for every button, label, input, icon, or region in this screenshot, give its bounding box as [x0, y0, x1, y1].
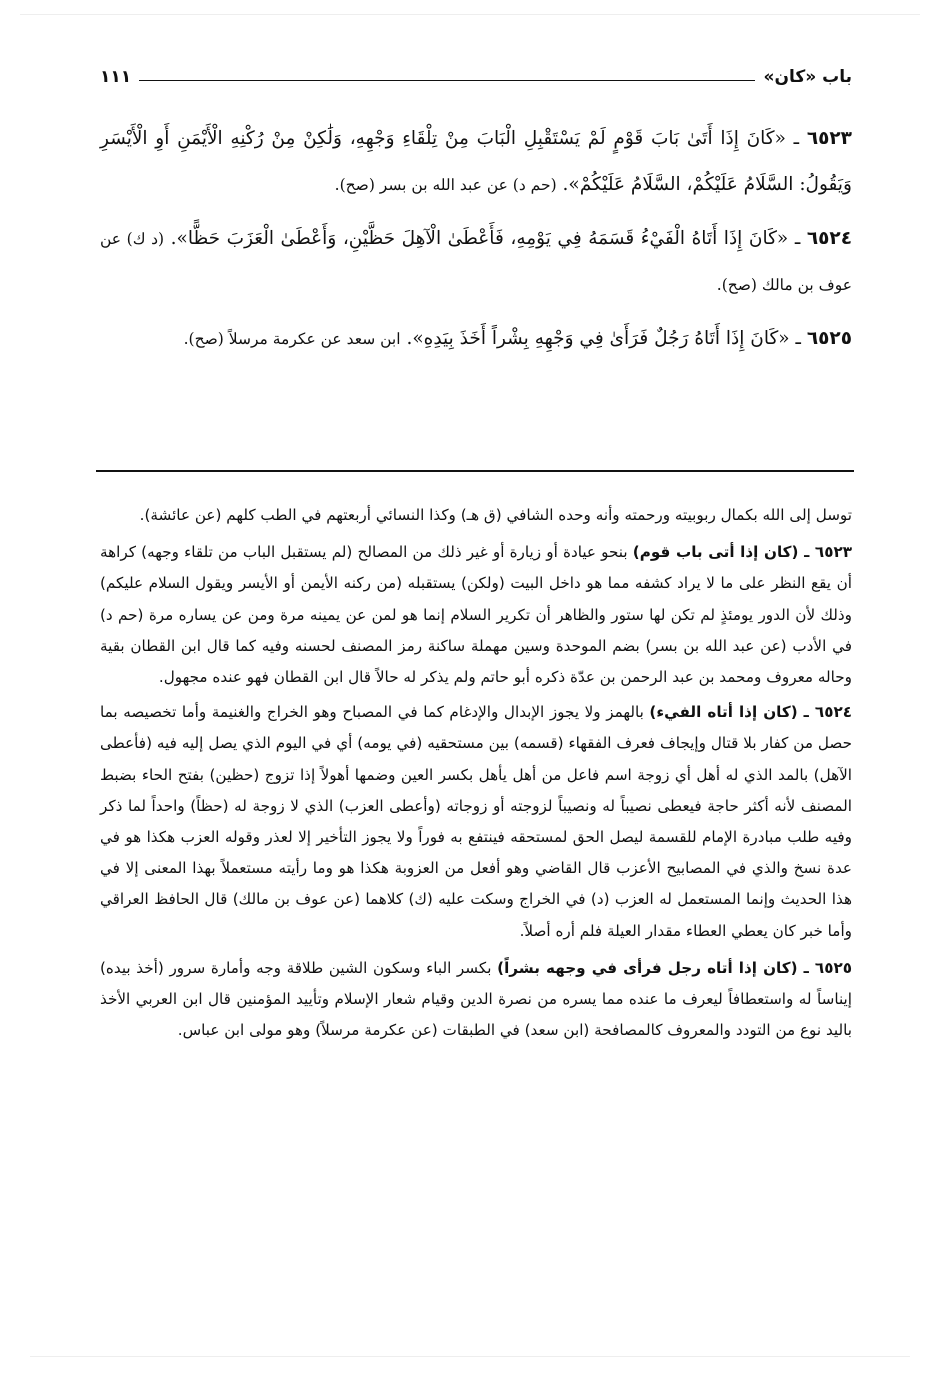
- hadith-number: ٦٥٢٥: [806, 328, 852, 349]
- page-number: ١١١: [100, 67, 132, 87]
- hadith-source: ابن سعد عن عكرمة مرسلاً (صح).: [183, 330, 401, 348]
- hadith-source: (حم د) عن عبد الله بن بسر (صح).: [334, 176, 557, 194]
- commentary-text: بالهمز ولا يجوز الإبدال والإدغام كما في المصباح وهو الخراج والغنيمة وأما تخصيصه بما حصل من كفار بلا قتال وإيجاف فعرف الفقهاء (قسمه) بين مستحقيه (في يومه) أي في اليوم الذي يصل إليه فيه (فأعطى الآهل) بالمد الذي له أهل أي زوجة اسم فاعل من أهل يأهل بكسر العين وضمها أهولاً إذا تزوج (حظين) بفتح الحاء بضبط المصنف لأنه أكثر حاجة فيعطى نصيباً له ونصيباً لزوجته أو زوجاته (وأعطى العزب) الذي لا زوجة له (حظاً) واحداً لما ذكر وفيه طلب مبادرة الإمام للقسمة ليصل الحق لمستحقه فينتفع به فوراً ولا يجوز التأخير إلا لعذر وقوله العزب هكذا هو في عدة نسخ والذي في المصابيح الأعزب قال القاضي وهو أفعل من العزوبة هكذا هو وما رأيته مستعملاً بهذا المعنى إلا في هذا الحديث وإنما المستعمل له العزب (د) في الخراج وسكت عليه (ك) كلاهما (عن عوف بن مالك) قال الحافظ العراقي وأما خبر كان يعطي العطاء مقدار العيلة فلم أره أصلاً.: [100, 703, 852, 940]
- commentary-lead: ٦٥٢٥ ـ (كان إذا أتاه رجل فرأى في وجهه بشراً): [497, 958, 853, 977]
- commentary-lead: ٦٥٢٣ ـ (كان إذا أتى باب قوم): [632, 543, 853, 562]
- commentary-text: بكسر الباء وسكون الشين طلاقة وجه وأمارة سرور (أخذ بيده) إيناساً له واستعطافاً ليعرف ما عنده مما يسره من نصرة الدين وقيام شعار الإسلام وتأييد المؤمنين قال ابن العربي الأخذ باليد نوع من التودد والمعروف كالمصافحة (ابن سعد) في الطبقات (عن عكرمة مرسلاً) وهو مولى ابن عباس.: [100, 958, 852, 1040]
- commentary-paragraph: [100, 953, 852, 1047]
- commentary-paragraph: [100, 500, 852, 531]
- footnote-separator: [96, 470, 854, 472]
- hadith-number: ٦٥٢٣: [806, 128, 852, 149]
- hadith-entry: ٦٥٢٣ ـ «كَانَ إِذَا أَتَىٰ بَابَ قَوْمٍ لَمْ يَسْتَقْبِلِ الْبَابَ مِنْ تِلْقَاءِ وَجْهِهِ، وَلَٰكِنْ مِنْ رُكْنِهِ الْأَيْمَنِ أَوِ الْأَيْسَرِ وَيَقُولُ: السَّلَامُ عَلَيْكُمْ، السَّلَامُ عَلَيْكُمْ». (حم د) عن عبد الله بن بسر (صح).: [100, 128, 852, 195]
- commentary-text: توسل إلى الله بكمال ربوبيته ورحمته وأنه وحده الشافي (ق هـ) وكذا النسائي أربعتهم في الطب كلهم (عن عائشة).: [139, 506, 852, 524]
- hadith-text: «كَانَ إِذَا أَتَاهُ رَجُلٌ فَرَأَىٰ فِي وَجْهِهِ بِشْراً أَخَذَ بِيَدِهِ».: [406, 328, 790, 349]
- hadith-text-block: [100, 116, 852, 370]
- commentary-lead: ٦٥٢٤ ـ (كان إذا أتاه الفيء): [649, 703, 853, 722]
- hadith-text: «كَانَ إِذَا أَتَاهُ الْفَيْءُ قَسَمَهُ فِي يَوْمِهِ، فَأَعْطَىٰ الْآهِلَ حَظَّيْنِ، وَأَعْطَىٰ الْعَزَبَ حَظًّا».: [170, 228, 789, 249]
- commentary-text: بنحو عيادة أو زيارة أو غير ذلك من المصالح (لم يستقبل الباب من تلقاء وجهه) كراهة أن يقع النظر على ما لا يراد كشفه مما هو داخل البيت (ولكن) يستقبله (من ركنه الأيمن أو الأيسر ويقول السلام عليكم) وذلك لأن الدور يومئذٍ لم تكن لها ستور والظاهر أن تكرير السلام إنما هو لمن عن يمينه مرة ومن عن يساره مرة (حم د) في الأدب (عن عبد الله بن بسر) بضم الموحدة وسين مهملة ساكنة رمز المصنف لحسنه وفيه كما قال ابن القطان بقية وحاله معروف ومحمد بن عبد الرحمن بن عدّة ذكره أبو حاتم ولم يذكر له حالاً قال ابن القطان فهو عنده مجهول.: [100, 543, 852, 687]
- commentary-block: [100, 500, 852, 1050]
- scan-speck: [30, 1356, 910, 1357]
- hadith-source: (د ك) عن عوف بن مالك (صح).: [100, 230, 852, 294]
- hadith-entry: ٦٥٢٥ ـ «كَانَ إِذَا أَتَاهُ رَجُلٌ فَرَأَىٰ فِي وَجْهِهِ بِشْراً أَخَذَ بِيَدِهِ». ابن سعد عن عكرمة مرسلاً (صح).: [183, 328, 852, 349]
- page-header: [100, 62, 852, 92]
- hadith-number: ٦٥٢٤: [806, 228, 852, 249]
- hadith-text: «كَانَ إِذَا أَتَىٰ بَابَ قَوْمٍ لَمْ يَسْتَقْبِلِ الْبَابَ مِنْ تِلْقَاءِ وَجْهِهِ، وَلَٰكِنْ مِنْ رُكْنِهِ الْأَيْمَنِ أَوِ الْأَيْسَرِ وَيَقُولُ: السَّلَامُ عَلَيْكُمْ، السَّلَامُ عَلَيْكُمْ».: [100, 128, 852, 195]
- hadith-entry: ٦٥٢٤ ـ «كَانَ إِذَا أَتَاهُ الْفَيْءُ قَسَمَهُ فِي يَوْمِهِ، فَأَعْطَىٰ الْآهِلَ حَظَّيْنِ، وَأَعْطَىٰ الْعَزَبَ حَظًّا». (د ك) عن عوف بن مالك (صح).: [100, 228, 852, 294]
- commentary-paragraph: [100, 697, 852, 947]
- header-rule: [139, 80, 755, 81]
- scan-speck: [20, 14, 920, 15]
- chapter-title: باب «كان»: [763, 67, 852, 87]
- commentary-paragraph: [100, 537, 852, 693]
